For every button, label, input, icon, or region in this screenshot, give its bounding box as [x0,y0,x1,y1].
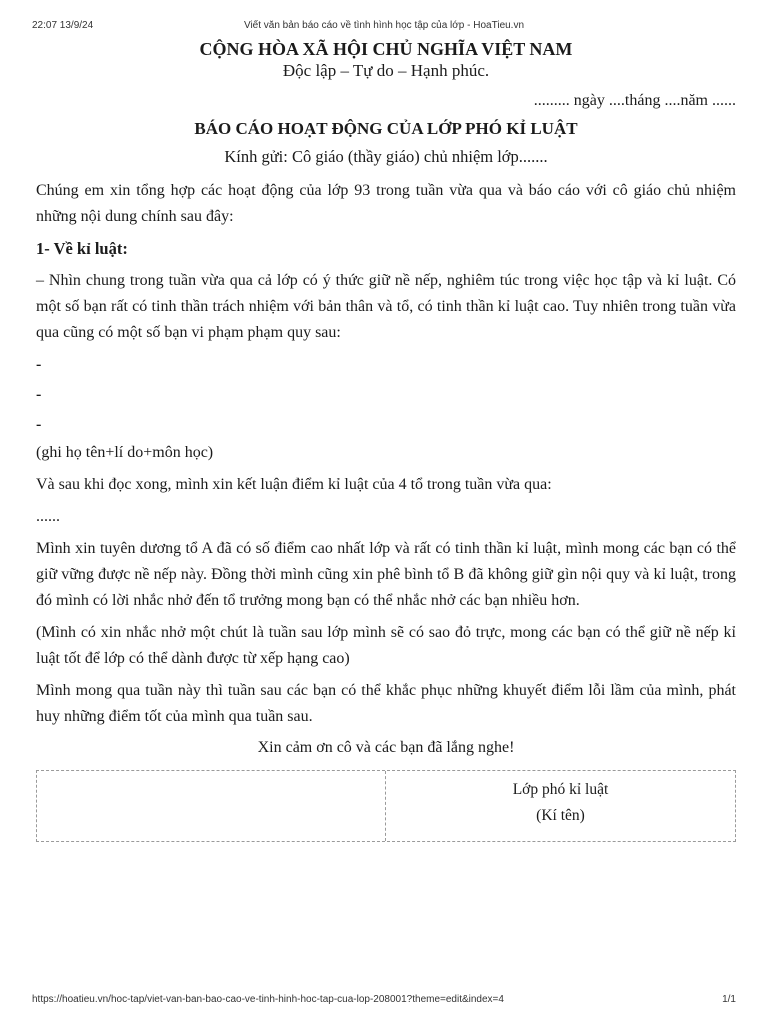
signature-note: (Kí tên) [536,807,585,824]
violation-list [36,350,736,440]
reminder-paragraph: (Mình có xin nhắc nhở một chút là tuần sau lớp mình sẽ có sao đỏ trực, mong các bạn có thể giữ nề nếp kỉ luật tốt để lớp có thể dành được từ xếp hạng cao) [36,624,736,667]
hope-paragraph: Mình mong qua tuần này thì tuần sau các bạn có thể khắc phục những khuyết điểm lỗi lầm của mình, phát huy những điểm tốt của mình qua tuần sau. [36,682,736,725]
document-body [36,32,736,842]
violation-item: - [36,416,42,433]
date-line: ......... ngày ....tháng ....năm ...... [533,92,736,109]
conclusion-intro: Và sau khi đọc xong, mình xin kết luận điểm kỉ luật của 4 tổ trong tuần vừa qua: [36,476,552,493]
print-page-title: Viết văn bản báo cáo về tình hình học tập của lớp - HoaTieu.vn [243,20,525,31]
report-title: BÁO CÁO HOẠT ĐỘNG CỦA LỚP PHÓ KỈ LUẬT [194,119,578,138]
motto: Độc lập – Tự do – Hạnh phúc. [282,61,490,80]
section-1-heading: 1- Về kỉ luật: [36,239,128,258]
praise-paragraph: Mình xin tuyên dương tổ A đã có số điểm cao nhất lớp và rất có tinh thần kỉ luật, mình mong các bạn có thể giữ vững được nề nếp này. Đồng thời mình cũng xin phê bình tổ B đã không giữ gìn nội quy và kỉ luật, trong đó mình có lời nhắc nhở đến tổ trưởng mong bạn có thể nhắc nhở các bạn nhiều hơn. [36,540,736,609]
thanks-line: Xin cảm ơn cô và các bạn đã lắng nghe! [257,739,515,756]
signature-table [36,770,736,842]
intro-paragraph: Chúng em xin tổng hợp các hoạt động của lớp 93 trong tuần vừa qua và báo cáo với cô giáo chủ nhiệm những nội dung chính sau đây: [36,182,736,225]
section-1-paragraph: – Nhìn chung trong tuần vừa qua cả lớp có ý thức giữ nề nếp, nghiêm túc trong việc học tập và kỉ luật. Có một số bạn rất có tinh thần trách nhiệm với bản thân và tổ, có tinh thần kỉ luật cao. Tuy nhiên trong tuần vừa qua cũng có một số bạn vi phạm phạm quy sau: [36,272,736,341]
print-url: https://hoatieu.vn/hoc-tap/viet-van-ban-bao-cao-ve-tinh-hinh-hoc-tap-cua-lop-208001?theme=edit&index=4 [32,994,504,1005]
violation-item: - [36,386,42,403]
note-line: (ghi họ tên+lí do+môn học) [36,444,214,461]
ellipsis-line: ...... [36,508,60,525]
print-datetime: 22:07 13/9/24 [32,20,94,31]
signature-cell [386,771,735,841]
print-page-number: 1/1 [722,994,736,1005]
violation-item: - [36,356,42,373]
signature-cell-empty [37,771,386,841]
nation-heading: CỘNG HÒA XÃ HỘI CHỦ NGHĨA VIỆT NAM [199,39,573,59]
recipient-line: Kính gửi: Cô giáo (thầy giáo) chủ nhiệm lớp....... [224,147,548,166]
signature-role: Lớp phó kỉ luật [512,781,609,798]
